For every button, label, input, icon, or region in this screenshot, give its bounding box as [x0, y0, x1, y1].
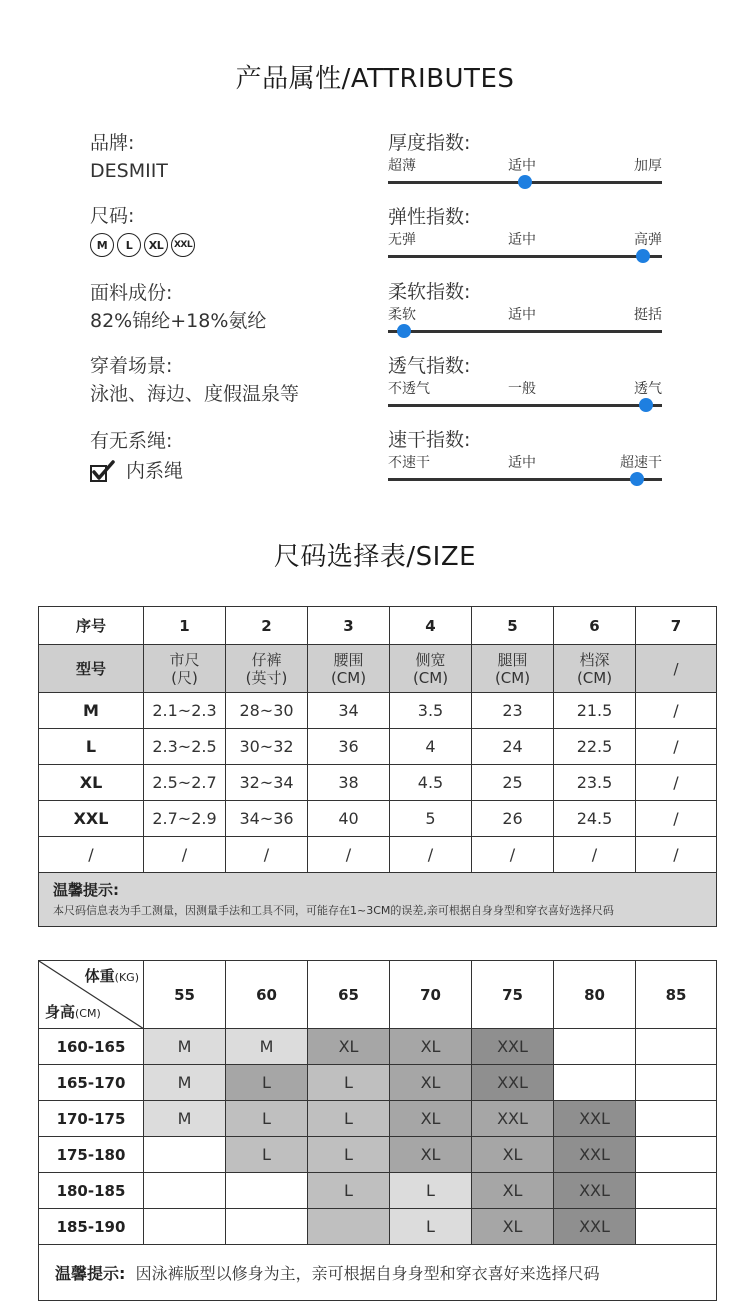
- size-table-note-row: [39, 873, 717, 927]
- table-cell: /: [472, 837, 554, 873]
- table-row: [39, 1101, 717, 1137]
- brand-label: 品牌:: [90, 132, 135, 154]
- row-header-cell: 175-180: [39, 1137, 144, 1173]
- elasticity-index-label: 弹性指数:: [388, 206, 471, 228]
- table-cell: 38: [308, 765, 390, 801]
- fit-cell: L: [226, 1137, 308, 1173]
- fit-cell: L: [226, 1065, 308, 1101]
- table-row: [39, 1209, 717, 1245]
- fit-cell: [636, 1029, 717, 1065]
- table-row: [39, 693, 717, 729]
- fit-cell: [636, 1137, 717, 1173]
- table-cell: 21.5: [554, 693, 636, 729]
- size-table-index-row: [39, 607, 717, 645]
- table-cell: 26: [472, 801, 554, 837]
- table-cell: 28~30: [226, 693, 308, 729]
- weight-header: 60: [226, 961, 308, 1029]
- table-cell: 40: [308, 801, 390, 837]
- fit-cell: XL: [390, 1029, 472, 1065]
- fit-table-note-row: [39, 1245, 717, 1301]
- fit-cell: M: [144, 1065, 226, 1101]
- fit-cell: [226, 1173, 308, 1209]
- table-cell: /: [308, 837, 390, 873]
- size-option-m: M: [90, 233, 114, 257]
- table-cell: /: [636, 801, 717, 837]
- fit-cell: XL: [472, 1173, 554, 1209]
- weight-header: 85: [636, 961, 717, 1029]
- fit-cell: [636, 1173, 717, 1209]
- index-cell: 5: [472, 607, 554, 645]
- table-cell: 2.5~2.7: [144, 765, 226, 801]
- fit-cell: M: [144, 1101, 226, 1137]
- index-cell: 3: [308, 607, 390, 645]
- table-cell: /: [390, 837, 472, 873]
- drawstring-value: 内系绳: [126, 460, 184, 482]
- fit-cell: [308, 1209, 390, 1245]
- table-cell: 5: [390, 801, 472, 837]
- quick-dry-knob: [630, 472, 644, 486]
- breathability-mid-label: 一般: [508, 381, 536, 397]
- softness-index: [388, 280, 662, 333]
- fit-cell: XXL: [472, 1029, 554, 1065]
- table-cell: 22.5: [554, 729, 636, 765]
- fit-table-header-row: [39, 961, 717, 1029]
- table-cell: 2.3~2.5: [144, 729, 226, 765]
- table-cell: /: [636, 765, 717, 801]
- weight-header: 75: [472, 961, 554, 1029]
- weight-header: 80: [554, 961, 636, 1029]
- fit-cell: XL: [308, 1029, 390, 1065]
- height-axis-label: 身高(CM): [45, 1003, 101, 1021]
- elasticity-max-label: 高弹: [634, 232, 662, 248]
- elasticity-min-label: 无弹: [388, 232, 416, 248]
- fabric-value: 82%锦纶+18%氨纶: [90, 310, 267, 332]
- row-header-cell: L: [39, 729, 144, 765]
- table-cell: 23: [472, 693, 554, 729]
- type-cell: /: [636, 645, 717, 693]
- fit-cell: [554, 1029, 636, 1065]
- elasticity-track: [388, 255, 662, 258]
- breathability-index: [388, 354, 662, 407]
- fit-cell: L: [390, 1173, 472, 1209]
- row-header-cell: 185-190: [39, 1209, 144, 1245]
- fit-table: [38, 960, 717, 1301]
- quick-dry-max-label: 超速干: [620, 455, 662, 471]
- fit-cell: L: [308, 1065, 390, 1101]
- fit-cell: [554, 1065, 636, 1101]
- softness-index-label: 柔软指数:: [388, 281, 471, 303]
- type-cell: 仔裤 (英寸): [226, 645, 308, 693]
- scene-value: 泳池、海边、度假温泉等: [90, 383, 300, 405]
- thickness-knob: [518, 175, 532, 189]
- quick-dry-index: [388, 428, 662, 481]
- thickness-track: [388, 181, 662, 184]
- row-header-cell: XXL: [39, 801, 144, 837]
- thickness-index: [388, 131, 662, 184]
- elasticity-index: [388, 205, 662, 258]
- breathability-max-label: 透气: [634, 381, 662, 397]
- table-cell: 4.5: [390, 765, 472, 801]
- table-cell: /: [39, 837, 144, 873]
- softness-max-label: 挺括: [634, 307, 662, 323]
- size-note-text: 本尺码信息表为手工测量，因测量手法和工具不同，可能存在1~3CM的误差,亲可根据自身身型和穿衣喜好选择尺码: [53, 904, 614, 917]
- fit-cell: [144, 1173, 226, 1209]
- table-cell: /: [636, 693, 717, 729]
- size-note: [39, 873, 717, 927]
- fit-cell: XL: [472, 1209, 554, 1245]
- row-header-cell: 180-185: [39, 1173, 144, 1209]
- fit-cell: [636, 1209, 717, 1245]
- index-cell: 6: [554, 607, 636, 645]
- fit-cell: L: [308, 1101, 390, 1137]
- index-cell: 7: [636, 607, 717, 645]
- fit-cell: M: [226, 1029, 308, 1065]
- table-cell: 2.7~2.9: [144, 801, 226, 837]
- row-header-cell: XL: [39, 765, 144, 801]
- fit-note-text: 因泳裤版型以修身为主，亲可根据自身身型和穿衣喜好来选择尺码: [135, 1264, 600, 1283]
- fit-cell: [144, 1137, 226, 1173]
- fit-cell: L: [308, 1137, 390, 1173]
- row-header-cell: 170-175: [39, 1101, 144, 1137]
- fit-cell: L: [390, 1209, 472, 1245]
- size-attribute: [90, 203, 195, 257]
- quick-dry-mid-label: 适中: [508, 455, 536, 471]
- quick-dry-track: [388, 478, 662, 481]
- table-cell: 23.5: [554, 765, 636, 801]
- size-table: [38, 606, 717, 927]
- table-row: [39, 1173, 717, 1209]
- fit-cell: XL: [472, 1137, 554, 1173]
- fit-cell: XXL: [472, 1101, 554, 1137]
- fit-cell: XL: [390, 1137, 472, 1173]
- attributes-title: 产品属性/ATTRIBUTES: [235, 64, 515, 94]
- table-cell: 4: [390, 729, 472, 765]
- weight-header: 65: [308, 961, 390, 1029]
- fit-cell: [636, 1065, 717, 1101]
- softness-track: [388, 330, 662, 333]
- fit-cell: [226, 1209, 308, 1245]
- breathability-track: [388, 404, 662, 407]
- index-cell: 4: [390, 607, 472, 645]
- fabric-attribute: [90, 280, 266, 334]
- row-header-cell: 160-165: [39, 1029, 144, 1065]
- table-cell: 36: [308, 729, 390, 765]
- weight-header: 55: [144, 961, 226, 1029]
- fabric-label: 面料成份:: [90, 282, 173, 304]
- thickness-mid-label: 适中: [508, 158, 536, 174]
- index-cell: 1: [144, 607, 226, 645]
- thickness-max-label: 加厚: [634, 158, 662, 174]
- table-row: [39, 1029, 717, 1065]
- size-options: [90, 233, 195, 257]
- type-header: 型号: [39, 645, 144, 693]
- table-cell: 32~34: [226, 765, 308, 801]
- table-cell: /: [636, 837, 717, 873]
- softness-knob: [397, 324, 411, 338]
- thickness-min-label: 超薄: [388, 158, 416, 174]
- table-row: [39, 837, 717, 873]
- drawstring-attribute: [90, 428, 183, 484]
- table-cell: /: [554, 837, 636, 873]
- type-cell: 档深 (CM): [554, 645, 636, 693]
- type-cell: 腿围 (CM): [472, 645, 554, 693]
- checkbox-checked-icon: [90, 460, 116, 482]
- fit-note: [39, 1245, 717, 1301]
- row-header-cell: 165-170: [39, 1065, 144, 1101]
- type-cell: 腰围 (CM): [308, 645, 390, 693]
- table-row: [39, 765, 717, 801]
- table-cell: 34: [308, 693, 390, 729]
- index-cell: 2: [226, 607, 308, 645]
- table-cell: /: [144, 837, 226, 873]
- size-option-xxl: XXL: [171, 233, 195, 257]
- softness-mid-label: 适中: [508, 307, 536, 323]
- size-label: 尺码:: [90, 205, 135, 227]
- fit-cell: L: [226, 1101, 308, 1137]
- quick-dry-min-label: 不速干: [388, 455, 430, 471]
- scene-label: 穿着场景:: [90, 355, 173, 377]
- table-cell: /: [226, 837, 308, 873]
- type-cell: 市尺 (尺): [144, 645, 226, 693]
- softness-min-label: 柔软: [388, 307, 416, 323]
- table-cell: /: [636, 729, 717, 765]
- table-cell: 30~32: [226, 729, 308, 765]
- size-note-title: 温馨提示:: [53, 881, 119, 899]
- table-cell: 24.5: [554, 801, 636, 837]
- type-cell: 侧宽 (CM): [390, 645, 472, 693]
- weight-axis-label: 体重(KG): [84, 967, 139, 985]
- fit-cell: [144, 1209, 226, 1245]
- scene-attribute: [90, 353, 299, 407]
- table-row: [39, 1065, 717, 1101]
- breathability-knob: [639, 398, 653, 412]
- size-chart-title: 尺码选择表/SIZE: [273, 542, 477, 572]
- elasticity-mid-label: 适中: [508, 232, 536, 248]
- fit-cell: [636, 1101, 717, 1137]
- breathability-index-label: 透气指数:: [388, 355, 471, 377]
- brand-attribute: [90, 130, 168, 184]
- size-option-xl: XL: [144, 233, 168, 257]
- table-row: [39, 1137, 717, 1173]
- fit-cell: XXL: [554, 1137, 636, 1173]
- table-cell: 2.1~2.3: [144, 693, 226, 729]
- thickness-index-label: 厚度指数:: [388, 132, 471, 154]
- fit-note-title: 温馨提示:: [55, 1264, 126, 1283]
- fit-cell: XL: [390, 1065, 472, 1101]
- table-cell: 24: [472, 729, 554, 765]
- fit-cell: XXL: [554, 1101, 636, 1137]
- breathability-min-label: 不透气: [388, 381, 430, 397]
- fit-cell: XXL: [554, 1209, 636, 1245]
- table-cell: 34~36: [226, 801, 308, 837]
- row-header-cell: M: [39, 693, 144, 729]
- fit-cell: XXL: [554, 1173, 636, 1209]
- elasticity-knob: [636, 249, 650, 263]
- brand-value: DESMIIT: [90, 160, 168, 182]
- table-cell: 3.5: [390, 693, 472, 729]
- fit-cell: XXL: [472, 1065, 554, 1101]
- weight-header: 70: [390, 961, 472, 1029]
- table-row: [39, 729, 717, 765]
- quick-dry-index-label: 速干指数:: [388, 429, 471, 451]
- table-cell: 25: [472, 765, 554, 801]
- drawstring-label: 有无系绳:: [90, 430, 173, 452]
- weight-height-corner: [39, 961, 144, 1029]
- size-option-l: L: [117, 233, 141, 257]
- index-header: 序号: [39, 607, 144, 645]
- fit-cell: L: [308, 1173, 390, 1209]
- size-table-type-row: [39, 645, 717, 693]
- fit-cell: M: [144, 1029, 226, 1065]
- fit-cell: XL: [390, 1101, 472, 1137]
- table-row: [39, 801, 717, 837]
